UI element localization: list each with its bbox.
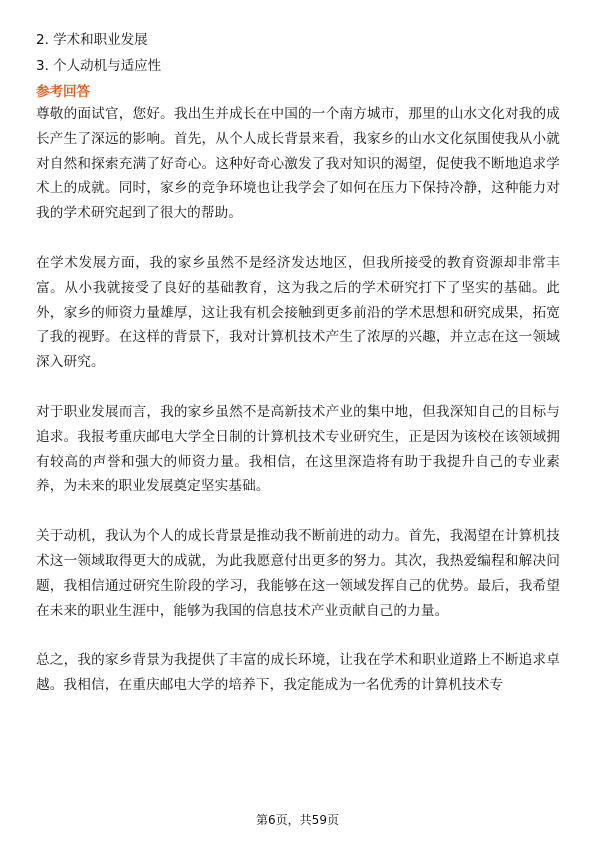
paragraph-spacer [36, 623, 560, 648]
paragraph-personal-background: 尊敬的面试官，您好。我出生并成长在中国的一个南方城市，那里的山水文化对我的成长产生了深远的影响。首先，从个人成长背景来看，我家乡的山水文化氛围使我从小就对自然和探索充满了好奇心。这种好奇心激发了我对知识的渴望，促使我不断地追求学术上的成就。同时，家乡的竞争环境也让我学会了如何在压力下保持冷静，这种能力对我的学术研究起到了很大的帮助。 [36, 106, 560, 222]
list-item-motivation-adaptability: 3. 个人动机与适应性 [36, 58, 162, 74]
paragraph-spacer [36, 226, 560, 251]
paragraph-academic-development: 在学术发展方面，我的家乡虽然不是经济发达地区，但我所接受的教育资源却非常丰富。从小我就接受了良好的基础教育，这为我之后的学术研究打下了坚实的基础。此外，家乡的师资力量雄厚，这让我有机会接触到更多前沿的学术思想和研究成果，拓宽了我的视野。在这样的背景下，我对计算机技术产生了浓厚的兴趣，并立志在这一领域深入研究。 [36, 254, 560, 371]
paragraph-conclusion: 总之，我的家乡背景为我提供了丰富的成长环境，让我在学术和职业道路上不断追求卓越。我相信，在重庆邮电大学的培养下，我定能成为一名优秀的计算机技术专 [36, 652, 560, 694]
reference-answer-heading: 参考回答 [36, 84, 90, 100]
page-number-footer: 第6页，共59页 [256, 813, 339, 827]
list-item-academic-career: 2. 学术和职业发展 [36, 32, 148, 48]
paragraph-motivation: 关于动机，我认为个人的成长背景是推动我不断前进的动力。首先，我渴望在计算机技术这一领域取得更大的成就，为此我愿意付出更多的努力。其次，我热爱编程和解决问题，我相信通过研究生阶段的学习，我能够在这一领域发挥自己的优势。最后，我希望在未来的职业生涯中，能够为我国的信息技术产业贡献自己的力量。 [36, 528, 560, 619]
paragraph-spacer [36, 375, 560, 400]
document-body [36, 28, 560, 698]
paragraph-career-development: 对于职业发展而言，我的家乡虽然不是高新技术产业的集中地，但我深知自己的目标与追求。我报考重庆邮电大学全日制的计算机技术专业研究生，正是因为该校在该领域拥有较高的声誉和强大的师资力量。我相信，在这里深造将有助于我提升自己的专业素养，为未来的职业发展奠定坚实基础。 [36, 403, 560, 495]
paragraph-spacer [36, 499, 560, 524]
